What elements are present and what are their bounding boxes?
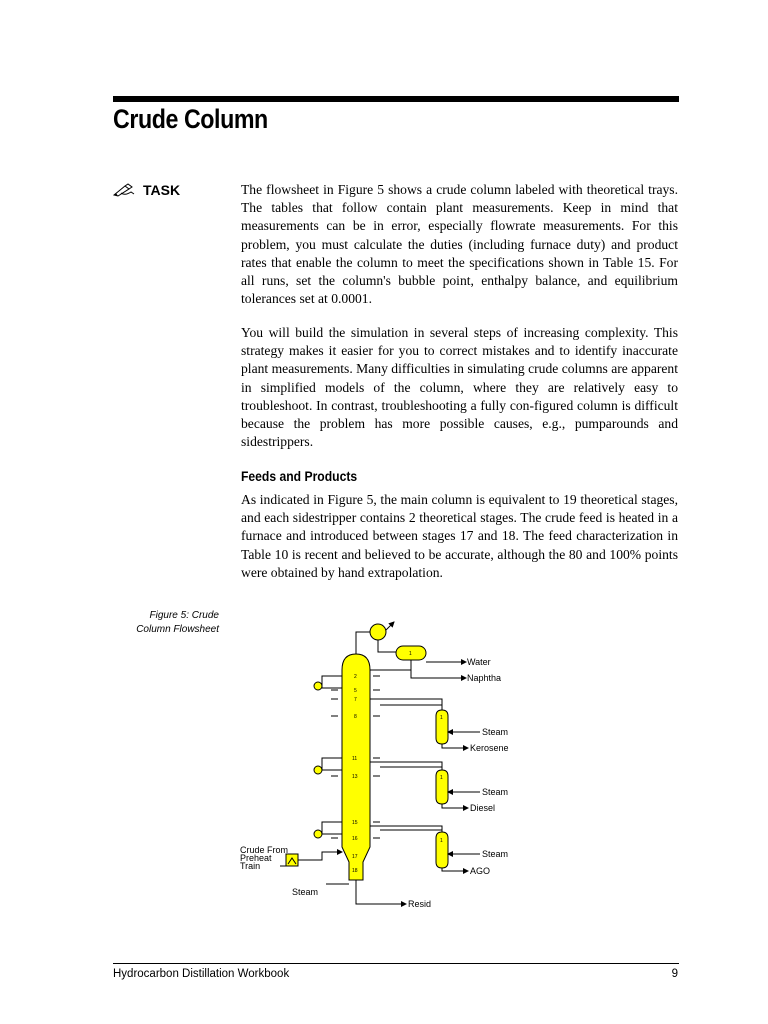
svg-text:16: 16 [352, 836, 358, 842]
paragraph-task: The flowsheet in Figure 5 shows a crude column labeled with theoretical trays. The tables that follow contain plant measurements. Keep in mind that measurements can be in error, especially flowrate measurements. For this problem, you must calculate the duties (including furnace duty) and product rates that enable the column to meet the specifications shown in Table 15. For all runs, set the column's bubble point, enthalpy balance, and equilibrium tolerances set at 0.0001. [241, 182, 678, 307]
figure-caption-line1: Figure 5: Crude [149, 610, 219, 621]
svg-text:15: 15 [352, 820, 358, 826]
label-kerosene: Kerosene [470, 743, 509, 753]
label-crude-1: Crude From [240, 845, 289, 855]
crude-column-flowsheet [230, 612, 530, 912]
label-steam-1: Steam [482, 727, 509, 737]
pencil-hand-icon [113, 183, 135, 197]
svg-text:13: 13 [352, 774, 358, 780]
page-title: Crude Column [113, 104, 268, 134]
svg-text:1: 1 [440, 838, 443, 844]
svg-text:1: 1 [440, 715, 443, 721]
figure-caption [100, 609, 219, 637]
label-ago: AGO [470, 866, 491, 876]
furnace [286, 854, 298, 866]
svg-text:1: 1 [409, 651, 412, 657]
task-heading [113, 182, 180, 198]
task-label: TASK [143, 182, 181, 198]
footer-book-title: Hydrocarbon Distillation Workbook [113, 968, 290, 980]
condenser [370, 624, 386, 640]
top-rule [113, 96, 679, 102]
label-naphtha: Naphtha [467, 673, 502, 683]
footer-rule [113, 963, 679, 964]
label-resid: Resid [408, 899, 432, 909]
label-diesel: Diesel [470, 803, 496, 813]
label-steam-3: Steam [482, 849, 509, 859]
label-crude-3: Train [240, 861, 261, 871]
paragraph-strategy: You will build the simulation in several steps of increasing complexity. This strategy makes it easier for you to correct mistakes and to identify inaccurate plant measurements. Many difficulties in simulating crude columns are apparent in simplified models of the column, where they are relatively easy to troubleshoot. In contrast, troubleshooting a fully con-figured column is difficult because the problem has more possible causes, e.g., pumparounds and sidestrippers. [241, 325, 678, 450]
label-steam-bottom: Steam [292, 887, 319, 897]
svg-text:2: 2 [354, 674, 357, 680]
svg-text:18: 18 [352, 868, 358, 874]
paragraph-feeds: As indicated in Figure 5, the main column is equivalent to 19 theoretical stages, and each sidestripper contains 2 theoretical stages. The crude feed is heated in a furnace and introduced between stages 17 and 18. The feed characterization in Table 10 is recent and believed to be accurate, although the 80 and 100% points were obtained by hand extrapolation. [241, 492, 678, 580]
svg-text:7: 7 [354, 697, 357, 703]
label-steam-2: Steam [482, 787, 509, 797]
svg-text:1: 1 [440, 775, 443, 781]
svg-text:17: 17 [352, 854, 358, 860]
figure-caption-line2: Column Flowsheet [136, 624, 219, 635]
label-water: Water [467, 657, 491, 667]
label-crude-2: Preheat [240, 853, 272, 863]
svg-text:8: 8 [354, 714, 357, 720]
section-heading-feeds: Feeds and Products [241, 469, 358, 484]
footer-page-number: 9 [671, 968, 678, 980]
svg-text:11: 11 [352, 756, 358, 762]
svg-text:5: 5 [354, 688, 357, 694]
